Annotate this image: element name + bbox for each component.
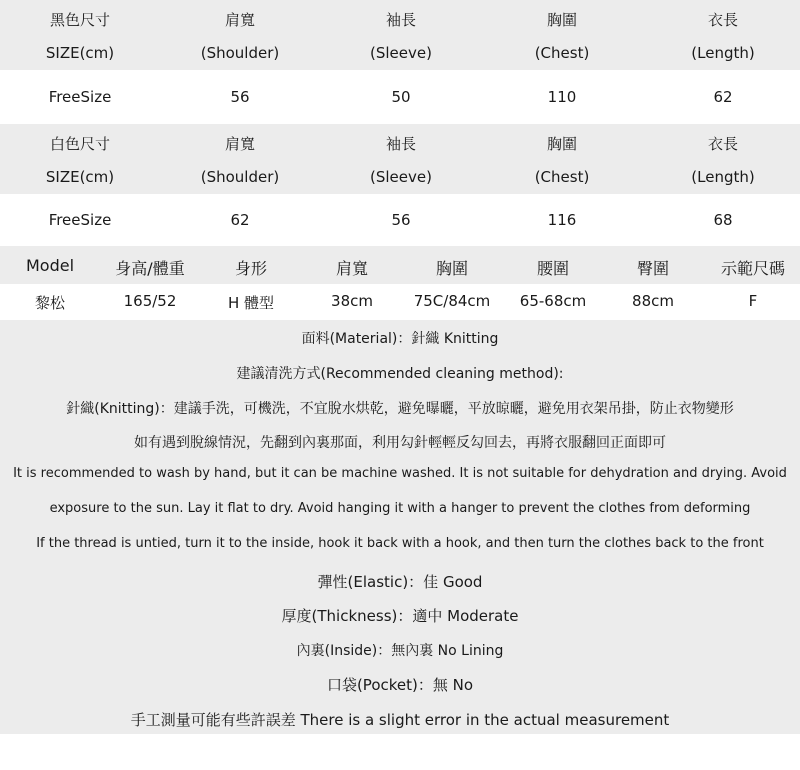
- inside-line: 內裏(Inside)：無內裏 No Lining: [296, 643, 504, 659]
- model-header-chest: 胸圍: [435, 259, 469, 278]
- repair-instructions-cn: 如有遇到脫線情況，先翻到內裏那面，利用勾針輕輕反勾回去，再將衣服翻回正面即可: [134, 435, 666, 451]
- white-value-sleeve: 56: [391, 211, 411, 229]
- care-en-line-3: If the thread is untied, turn it to the inside, hook it back with a hook, and then turn the clothes back to the front: [36, 536, 764, 551]
- model-header-waist: 腰圍: [536, 259, 570, 278]
- thickness-line: 厚度(Thickness)：適中 Moderate: [281, 607, 519, 625]
- model-header-shoulder: 肩寬: [335, 259, 369, 278]
- black-value-length: 62: [713, 88, 733, 106]
- header-chest-en: (Chest): [534, 168, 590, 186]
- pocket-line: 口袋(Pocket)：無 No: [326, 676, 474, 694]
- white-value-chest: 116: [547, 211, 577, 229]
- black-size-label-en: SIZE(cm): [45, 44, 115, 62]
- knitting-care-cn: 針織(Knitting)：建議手洗，可機洗，不宜脫水烘乾，避免曝曬，平放晾曬，避免用衣架吊掛，防止衣物變形: [66, 401, 734, 417]
- elastic-line: 彈性(Elastic)：佳 Good: [317, 573, 483, 591]
- header-chest-cn: 胸圍: [546, 135, 578, 153]
- white-size-label-en: SIZE(cm): [45, 168, 115, 186]
- header-shoulder-cn: 肩寬: [224, 11, 256, 29]
- model-value-body-shape: H 體型: [227, 294, 275, 312]
- model-value-hip: 88cm: [632, 292, 674, 310]
- model-value-waist: 65-68cm: [519, 292, 587, 310]
- model-value-height-weight: 165/52: [123, 292, 177, 310]
- model-value-shoulder: 38cm: [331, 292, 373, 310]
- care-en-line-1: It is recommended to wash by hand, but it can be machine washed. It is not suitable for dehydration and drying. Avoid: [13, 466, 787, 481]
- black-value-chest: 110: [547, 88, 577, 106]
- black-size-label-cn: 黑色尺寸: [49, 11, 111, 29]
- model-header-model: Model: [25, 256, 75, 275]
- model-value-name: 黎松: [34, 294, 66, 312]
- model-value-band: [0, 284, 800, 320]
- black-value-shoulder: 56: [230, 88, 250, 106]
- header-chest-cn: 胸圍: [546, 11, 578, 29]
- white-value-length: 68: [713, 211, 733, 229]
- header-sleeve-en: (Sleeve): [370, 168, 432, 186]
- header-shoulder-en: (Shoulder): [200, 168, 280, 186]
- header-chest-en: (Chest): [534, 44, 590, 62]
- header-length-cn: 衣長: [707, 135, 739, 153]
- white-value-shoulder: 62: [230, 211, 250, 229]
- white-size-label-cn: 白色尺寸: [49, 135, 111, 153]
- measurement-note: 手工測量可能有些許誤差 There is a slight error in the actual measurement: [130, 711, 670, 729]
- material-line: 面料(Material)：針織 Knitting: [301, 331, 499, 347]
- white-size-freesize: FreeSize: [48, 211, 112, 229]
- header-length-en: (Length): [691, 168, 755, 186]
- header-shoulder-cn: 肩寬: [224, 135, 256, 153]
- model-value-size: F: [748, 292, 758, 310]
- header-shoulder-en: (Shoulder): [200, 44, 280, 62]
- model-header-body-shape: 身形: [234, 259, 268, 278]
- header-sleeve-cn: 袖長: [385, 11, 417, 29]
- black-value-sleeve: 50: [391, 88, 411, 106]
- header-sleeve-cn: 袖長: [385, 135, 417, 153]
- model-value-chest: 75C/84cm: [413, 292, 491, 310]
- header-length-en: (Length): [691, 44, 755, 62]
- header-sleeve-en: (Sleeve): [370, 44, 432, 62]
- care-en-line-2: exposure to the sun. Lay it flat to dry. Avoid hanging it with a hanger to prevent the clothes from deforming: [49, 501, 751, 516]
- model-header-size: 示範尺碼: [720, 259, 786, 278]
- cleaning-method-title: 建議清洗方式(Recommended cleaning method):: [236, 366, 564, 382]
- black-size-freesize: FreeSize: [48, 88, 112, 106]
- header-length-cn: 衣長: [707, 11, 739, 29]
- model-header-height-weight: 身高/體重: [115, 259, 185, 278]
- model-header-hip: 臀圍: [636, 259, 670, 278]
